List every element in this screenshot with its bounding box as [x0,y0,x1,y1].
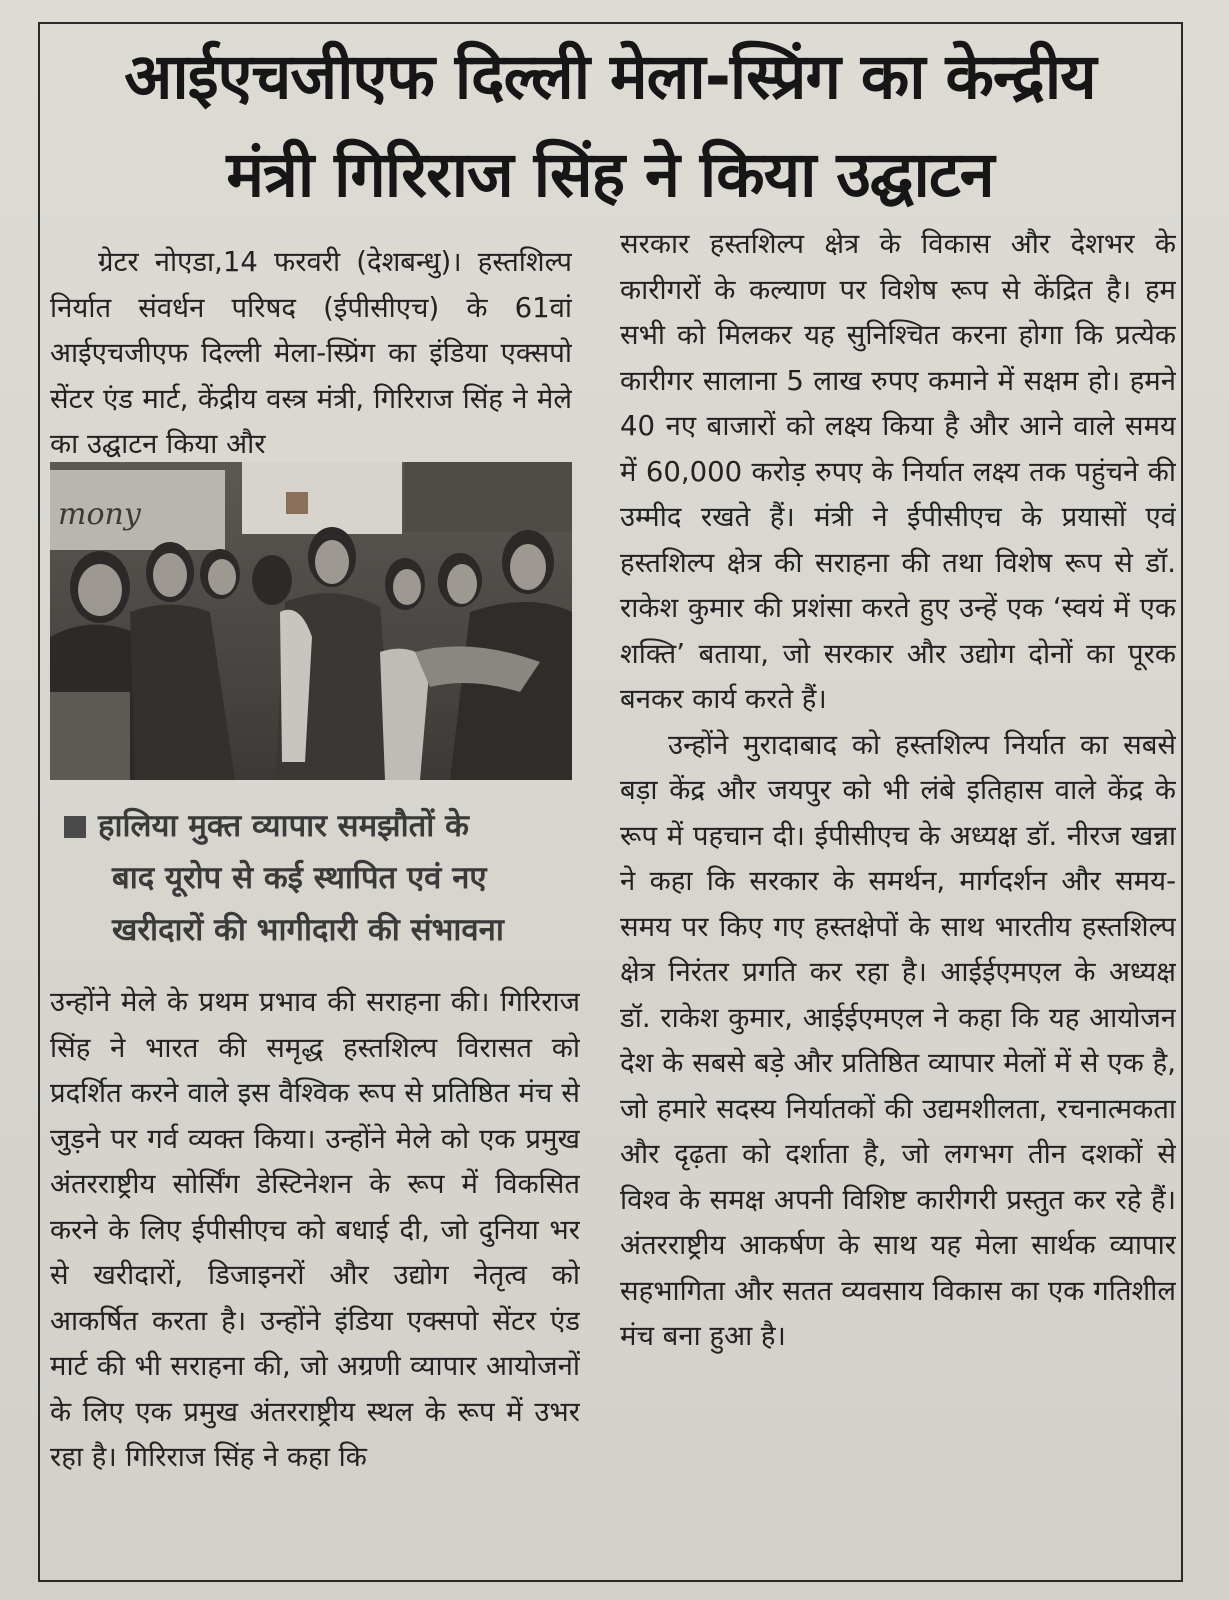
headline [40,28,1180,224]
pull-quote-line-2: बाद यूरोप से कई स्थापित एवं नए [112,860,487,896]
headline-line-1: आईएचजीएफ दिल्ली मेला-स्प्रिंग का केन्द्रीय [124,40,1096,113]
news-photo [50,462,572,780]
article-column-1-continued [50,980,580,1580]
column-2-paragraph-2: उन्होंने मुरादाबाद को हस्तशिल्प निर्यात का सबसे बड़ा केंद्र और जयपुर को भी लंबे इतिहास वाले केंद्र के रूप में पहचान दी। ईपीसीएच के अध्यक्ष डॉ. नीरज खन्ना ने कहा कि सरकार के समर्थन, मार्गदर्शन और समय-समय पर किए गए हस्तक्षेपों के साथ भारतीय हस्तशिल्प क्षेत्र निरंतर प्रगति कर रहा है। आईईएमएल के अध्यक्ष डॉ. राकेश कुमार, आईईएमएल ने कहा कि यह आयोजन देश के सबसे बड़े और प्रतिष्ठित व्यापार मेलों में से एक है, जो हमारे सदस्य निर्यातकों की उद्यमशीलता, रचनात्मकता और दृढ़ता को दर्शाता है, जो लगभग तीन दशकों से विश्व के समक्ष अपनी विशिष्ट कारीगरी प्रस्तुत कर रहे हैं। अंतरराष्ट्रीय आकर्षण के साथ यह मेला सार्थक व्यापार सहभागिता और सतत व्यवसाय विकास का एक गतिशील मंच बना हुआ है। [620,728,1176,1352]
pull-quote-line-1: हालिया मुक्त व्यापार समझौतों के [98,808,469,844]
pull-quote-bullet-icon [64,816,86,838]
pull-quote [50,800,572,960]
column-2-paragraph-1: सरकार हस्तशिल्प क्षेत्र के विकास और देशभर के कारीगरों के कल्याण पर विशेष रूप से केंद्रित है। हम सभी को मिलकर यह सुनिश्चित करना होगा कि प्रत्येक कारीगर सालाना 5 लाख रुपए कमाने में सक्षम हो। हमने 40 नए बाजारों को लक्ष्य किया है और आने वाले समय में 60,000 करोड़ रुपए के निर्यात लक्ष्य तक पहुंचने की उम्मीद रखते हैं। मंत्री ने ईपीसीएच के प्रयासों एवं हस्तशिल्प क्षेत्र की सराहना की तथा विशेष रूप से डॉ. राकेश कुमार की प्रशंसा करते हुए उन्हें एक ‘स्वयं में एक शक्ति’ बताया, जो सरकार और उद्योग दोनों का पूरक बनकर कार्य करते हैं। [620,228,1176,715]
article-lead-column [50,240,572,470]
lead-paragraph: हस्तशिल्प निर्यात संवर्धन परिषद (ईपीसीएच) के 61वां आईएचजीएफ दिल्ली मेला-स्प्रिंग का इंडिया एक्सपो सेंटर एंड मार्ट, केंद्रीय वस्त्र मंत्री, गिरिराज सिंह ने मेले का उद्घाटन किया और [50,246,572,460]
dateline: ग्रेटर नोएडा,14 फरवरी (देशबन्धु)। [98,246,462,278]
photo-banner-text: mony [58,497,141,532]
article-column-2 [620,222,1176,1587]
headline-line-2: मंत्री गिरिराज सिंह ने किया उद्घाटन [226,138,994,211]
pull-quote-line-3: खरीदारों की भागीदारी की संभावना [112,912,504,948]
column-1-paragraph: उन्होंने मेले के प्रथम प्रभाव की सराहना की। गिरिराज सिंह ने भारत की समृद्ध हस्तशिल्प विरासत को प्रदर्शित करने वाले इस वैश्विक रूप से प्रतिष्ठित मंच से जुड़ने पर गर्व व्यक्त किया। उन्होंने मेले को एक प्रमुख अंतरराष्ट्रीय सोर्सिंग डेस्टिनेशन के रूप में विकसित करने के लिए ईपीसीएच को बधाई दी, जो दुनिया भर से खरीदारों, डिजाइनरों और उद्योग नेतृत्व को आकर्षित करता है। उन्होंने इंडिया एक्सपो सेंटर एंड मार्ट की भी सराहना की, जो अग्रणी व्यापार आयोजनों के लिए एक प्रमुख अंतरराष्ट्रीय स्थल के रूप में उभर रहा है। गिरिराज सिंह ने कहा कि [50,986,580,1473]
photo-illustration [50,462,572,780]
